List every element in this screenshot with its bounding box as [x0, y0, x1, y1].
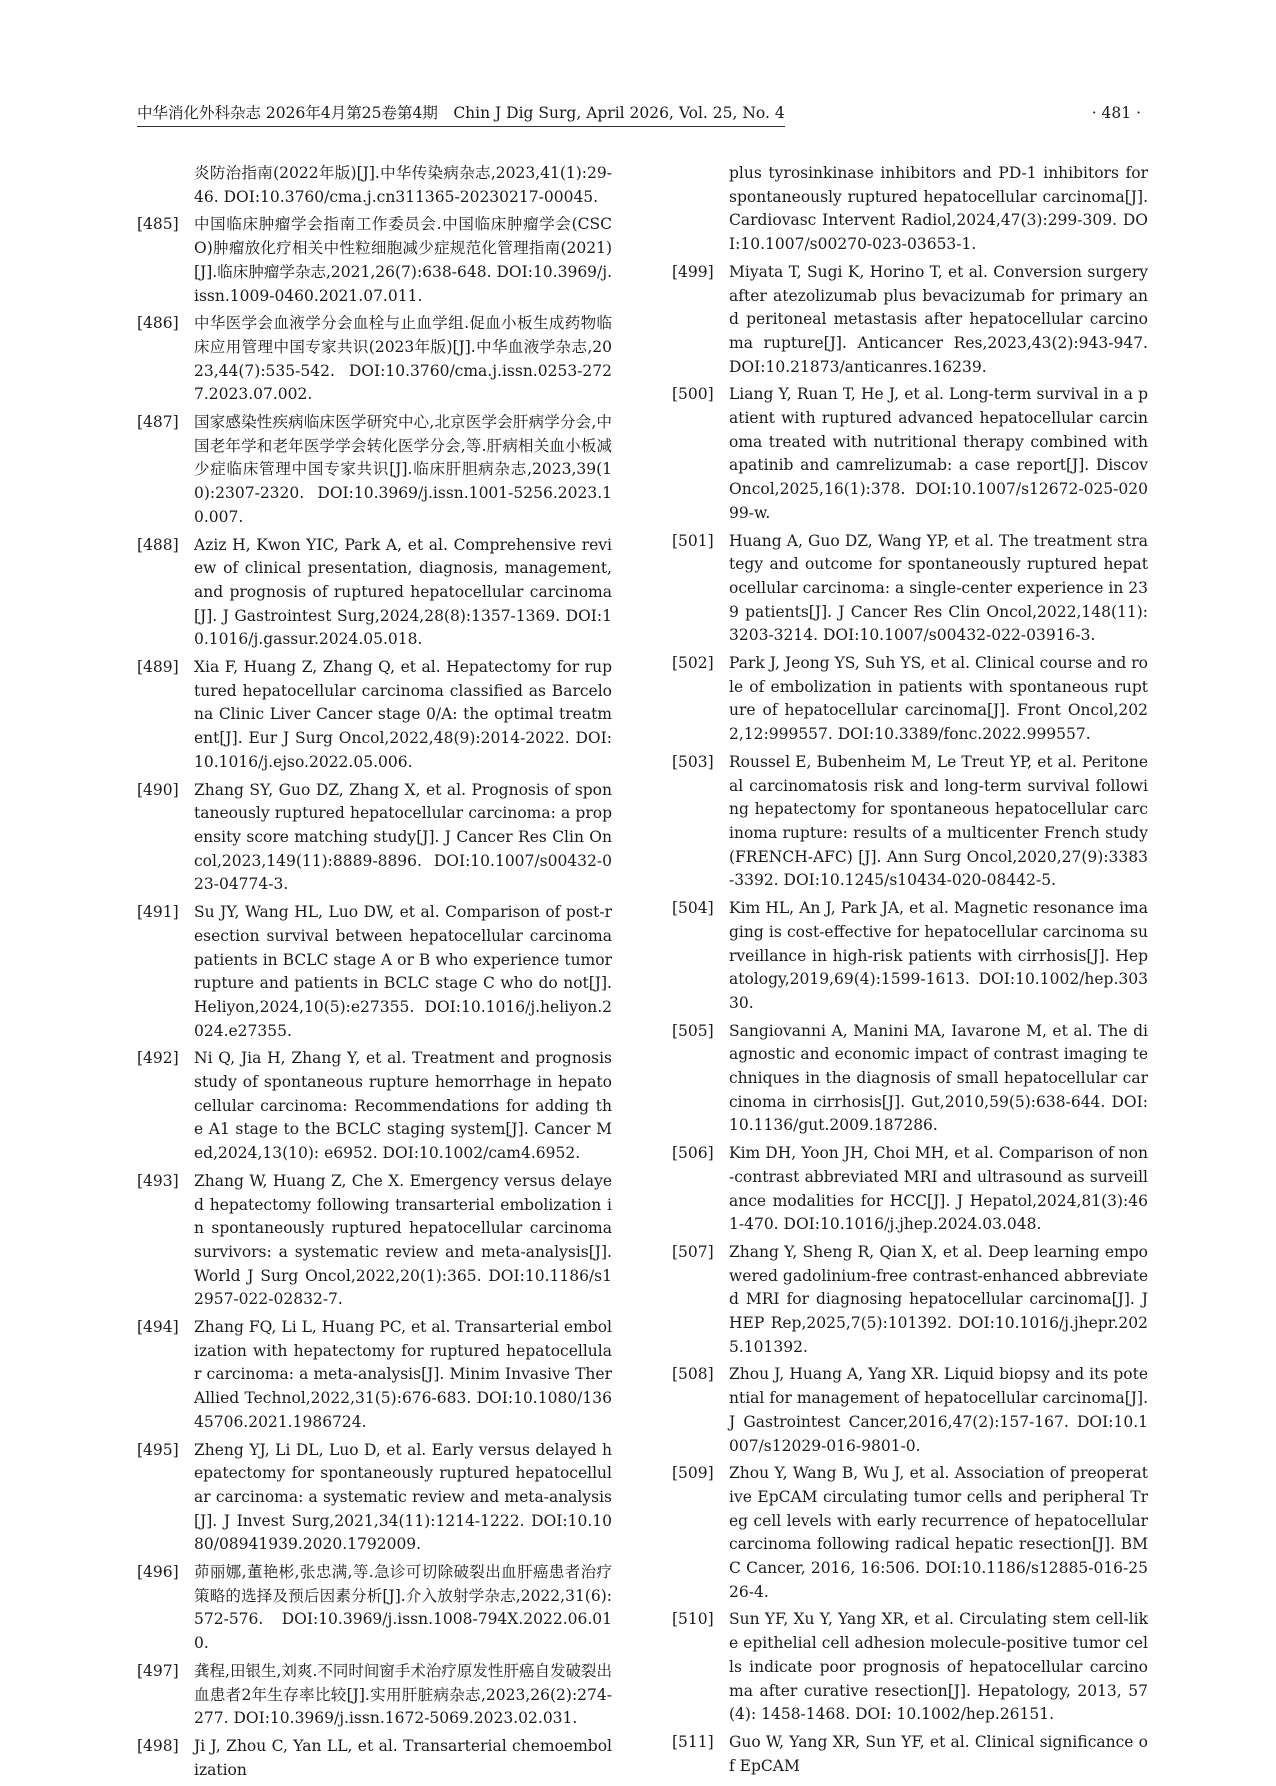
reference-entry [672, 1731, 1148, 1778]
reference-entry [672, 261, 1148, 380]
reference-number: [508] [672, 1365, 714, 1384]
reference-number: [491] [137, 903, 179, 922]
reference-entry [137, 1170, 612, 1312]
reference-text: 国家感染性疾病临床医学研究中心,北京医学会肝病学分会,中国老年学和老年医学学会转化医学分会,等.肝病相关血小板减少症临床管理中国专家共识[J].临床肝胆病杂志,2023,39(10):2307-2320. DOI:10.3969/j.issn.1001-5256.2023.10.007. [194, 413, 612, 526]
reference-number: [487] [137, 413, 179, 432]
reference-entry [672, 530, 1148, 649]
reference-entry [672, 751, 1148, 893]
reference-entry [672, 383, 1148, 525]
reference-number: [499] [672, 262, 714, 281]
reference-text: Huang A, Guo DZ, Wang YP, et al. The treatment strategy and outcome for spontaneously ruptured hepatocellular carcinoma: a single-center experience in 239 patients[J]. J Cancer Res Clin Oncol,2022,148(11):3203-3214. DOI:10.1007/s00432-022-03916-3. [729, 531, 1148, 645]
running-header [137, 103, 1141, 129]
reference-entry [137, 1316, 612, 1435]
reference-entry [137, 534, 612, 653]
reference-number: [505] [672, 1021, 714, 1040]
reference-entry [137, 656, 612, 775]
reference-text: Ji J, Zhou C, Yan LL, et al. Transarterial chemoembolization [194, 1737, 612, 1779]
reference-text: 龚程,田银生,刘爽.不同时间窗手术治疗原发性肝癌自发破裂出血患者2年生存率比较[J].实用肝脏病杂志,2023,26(2):274-277. DOI:10.3969/j.issn.1672-5069.2023.02.031. [194, 1661, 612, 1728]
reference-number: [495] [137, 1440, 179, 1459]
reference-text: Zhang SY, Guo DZ, Zhang X, et al. Prognosis of spontaneously ruptured hepatocellular carcinoma: a propensity score matching study[J]. J Cancer Res Clin Oncol,2023,149(11):8889-8896. DOI:10.1007/s00432-023-04774-3. [194, 780, 612, 894]
reference-text: Sun YF, Xu Y, Yang XR, et al. Circulating stem cell-like epithelial cell adhesion molecule-positive tumor cells indicate poor prognosis of hepatocellular carcinoma after curative resection[J]. Hepatology, 2013, 57(4): 1458-1468. DOI: 10.1002/hep.26151. [729, 1610, 1148, 1724]
reference-entry [672, 1462, 1148, 1604]
reference-number: [509] [672, 1464, 714, 1483]
reference-entry [672, 1608, 1148, 1727]
reference-text: Zhang FQ, Li L, Huang PC, et al. Transarterial embolization with hepatectomy for ruptured hepatocellular carcinoma: a meta-analysis[J]. Minim Invasive Ther Allied Technol,2022,31(5):676-683. DOI:10.1080/13645706.2021.1986724. [194, 1318, 612, 1431]
reference-entry [137, 1561, 612, 1656]
reference-number: [500] [672, 385, 714, 404]
reference-number: [511] [672, 1733, 714, 1751]
reference-text: Liang Y, Ruan T, He J, et al. Long-term survival in a patient with ruptured advanced hepatocellular carcinoma treated with nutritional therapy combined with apatinib and camrelizumab: a case report[J]. Discov Oncol,2025,16(1):378. DOI:10.1007/s12672-025-02099-w. [729, 385, 1148, 522]
reference-text: Zhou J, Huang A, Yang XR. Liquid biopsy and its potential for management of hepatocellular carcinoma[J]. J Gastrointest Cancer,2016,47(2):157-167. DOI:10.1007/s12029-016-9801-0. [729, 1365, 1148, 1455]
reference-number: [488] [137, 535, 179, 554]
reference-entry [672, 1241, 1148, 1360]
reference-number: [489] [137, 658, 179, 677]
reference-column-left [137, 162, 612, 1786]
reference-entry [137, 411, 612, 530]
reference-number: [492] [137, 1049, 179, 1068]
reference-number: [506] [672, 1144, 714, 1163]
reference-text: Kim DH, Yoon JH, Choi MH, et al. Comparison of non-contrast abbreviated MRI and ultrasound as surveillance modalities for HCC[J]. J Hepatol,2024,81(3):461-470. DOI:10.1016/j.jhep.2024.03.048. [729, 1144, 1148, 1234]
reference-entry [137, 1660, 612, 1731]
reference-entry [137, 779, 612, 898]
reference-number: [486] [137, 314, 179, 333]
reference-number: [497] [137, 1661, 179, 1680]
reference-text: Aziz H, Kwon YIC, Park A, et al. Comprehensive review of clinical presentation, diagnosis, management, and prognosis of ruptured hepatocellular carcinoma[J]. J Gastrointest Surg,2024,28(8):1357-1369. DOI:10.1016/j.gassur.2024.05.018. [194, 535, 612, 649]
reference-text: Ni Q, Jia H, Zhang Y, et al. Treatment and prognosis study of spontaneous rupture hemorrhage in hepatocellular carcinoma: Recommendations for adding the A1 stage to the BCLC staging system[J]. Cancer Med,2024,13(10): e6952. DOI:10.1002/cam4.6952. [194, 1049, 612, 1163]
reference-text: Zhou Y, Wang B, Wu J, et al. Association of preoperative EpCAM circulating tumor cells and peripheral Treg cell levels with early recurrence of hepatocellular carcinoma following radical hepatic resection[J]. BMC Cancer, 2016, 16:506. DOI:10.1186/s12885-016-2526-4. [729, 1464, 1148, 1601]
reference-text: Zheng YJ, Li DL, Luo D, et al. Early versus delayed hepatectomy for spontaneously ruptured hepatocellular carcinoma: a systematic review and meta-analysis[J]. J Invest Surg,2021,34(11):1214-1222. DOI:10.1080/08941939.2020.1792009. [194, 1440, 612, 1554]
reference-entry [672, 1363, 1148, 1458]
reference-number: [493] [137, 1171, 179, 1190]
reference-text: Roussel E, Bubenheim M, Le Treut YP, et al. Peritoneal carcinomatosis risk and long-term survival following hepatectomy for spontaneous hepatocellular carcinoma rupture: results of a multicenter French study (FRENCH-AFC) [J]. Ann Surg Oncol,2020,27(9):3383-3392. DOI:10.1245/s10434-020-08442-5. [729, 752, 1148, 890]
reference-text: Sangiovanni A, Manini MA, Iavarone M, et al. The diagnostic and economic impact of contrast imaging techniques in the diagnosis of small hepatocellular carcinoma in cirrhosis[J]. Gut,2010,59(5):638-644. DOI:10.1136/gut.2009.187286. [729, 1021, 1148, 1135]
reference-number: [498] [137, 1737, 179, 1755]
reference-text: Park J, Jeong YS, Suh YS, et al. Clinical course and role of embolization in patients with spontaneous rupture of hepatocellular carcinoma[J]. Front Oncol,2022,12:999557. DOI:10.3389/fonc.2022.999557. [729, 654, 1148, 744]
reference-entry [137, 901, 612, 1043]
reference-entry [672, 897, 1148, 1016]
reference-number: [510] [672, 1610, 714, 1629]
reference-text: Zhang W, Huang Z, Che X. Emergency versus delayed hepatectomy following transarterial embolization in spontaneously ruptured hepatocellular carcinoma survivors: a systematic review and meta-analysis[J]. World J Surg Oncol,2022,20(1):365. DOI:10.1186/s12957-022-02832-7. [194, 1171, 612, 1309]
reference-text: Xia F, Huang Z, Zhang Q, et al. Hepatectomy for ruptured hepatocellular carcinoma classified as Barcelona Clinic Liver Cancer stage 0/A: the optimal treatment[J]. Eur J Surg Oncol,2022,48(9):2014-2022. DOI:10.1016/j.ejso.2022.05.006. [194, 658, 612, 771]
reference-number: [496] [137, 1563, 179, 1582]
reference-entry [137, 312, 612, 407]
reference-entry [672, 1142, 1148, 1237]
reference-text: plus tyrosinkinase inhibitors and PD-1 inhibitors for spontaneously ruptured hepatocellular carcinoma[J]. Cardiovasc Intervent Radiol,2024,47(3):299-309. DOI:10.1007/s00270-023-03653-1. [729, 164, 1148, 254]
reference-text: Zhang Y, Sheng R, Qian X, et al. Deep learning empowered gadolinium-free contrast-enhanced abbreviated MRI for diagnosing hepatocellular carcinoma[J]. JHEP Rep,2025,7(5):101392. DOI:10.1016/j.jhepr.2025.101392. [729, 1242, 1148, 1356]
reference-number: [494] [137, 1318, 179, 1337]
reference-entry [137, 162, 612, 209]
reference-text: Kim HL, An J, Park JA, et al. Magnetic resonance imaging is cost-effective for hepatocellular carcinoma surveillance in high-risk patients with cirrhosis[J]. Hepatology,2019,69(4):1599-1613. DOI:10.1002/hep.30330. [729, 899, 1148, 1012]
reference-entry [137, 1735, 612, 1782]
reference-number: [485] [137, 215, 179, 234]
reference-entry [137, 213, 612, 308]
reference-text: Su JY, Wang HL, Luo DW, et al. Comparison of post-resection survival between hepatocellular carcinoma patients in BCLC stage A or B who experience tumor rupture and patients in BCLC stage C who do not[J]. Heliyon,2024,10(5):e27355. DOI:10.1016/j.heliyon.2024.e27355. [194, 903, 612, 1040]
reference-number: [490] [137, 780, 179, 799]
reference-text: 中华医学会血液学分会血栓与止血学组.促血小板生成药物临床应用管理中国专家共识(2023年版)[J].中华血液学杂志,2023,44(7):535-542. DOI:10.3760/cma.j.issn.0253-2727.2023.07.002. [194, 314, 612, 404]
reference-text: Guo W, Yang XR, Sun YF, et al. Clinical significance of EpCAM [729, 1733, 1148, 1775]
reference-column-right [672, 162, 1148, 1782]
reference-number: [507] [672, 1242, 714, 1261]
reference-text: 中国临床肿瘤学会指南工作委员会.中国临床肿瘤学会(CSCO)肿瘤放化疗相关中性粒细胞减少症规范化管理指南(2021)[J].临床肿瘤学杂志,2021,26(7):638-648. DOI:10.3969/j.issn.1009-0460.2021.07.011. [194, 215, 612, 305]
reference-entry [672, 162, 1148, 257]
reference-entry [672, 652, 1148, 747]
reference-entry [672, 1020, 1148, 1139]
reference-number: [504] [672, 899, 714, 918]
reference-text: Miyata T, Sugi K, Horino T, et al. Conversion surgery after atezolizumab plus bevacizumab for primary and peritoneal metastasis after hepatocellular carcinoma rupture[J]. Anticancer Res,2023,43(2):943-947. DOI:10.21873/anticanres.16239. [729, 262, 1148, 376]
reference-entry [137, 1439, 612, 1558]
reference-number: [502] [672, 654, 714, 673]
journal-citation-header: 中华消化外科杂志 2026年4月第25卷第4期 Chin J Dig Surg, April 2026, Vol. 25, No. 4 [137, 103, 785, 127]
reference-number: [503] [672, 752, 714, 771]
reference-text: 茆丽娜,董艳彬,张忠满,等.急诊可切除破裂出血肝癌患者治疗策略的选择及预后因素分析[J].介入放射学杂志,2022,31(6):572-576. DOI:10.3969/j.issn.1008-794X.2022.06.010. [194, 1563, 612, 1653]
reference-text: 炎防治指南(2022年版)[J].中华传染病杂志,2023,41(1):29-46. DOI:10.3760/cma.j.cn311365-20230217-00045. [194, 164, 612, 206]
page-number: · 481 · [1091, 104, 1141, 122]
reference-entry [137, 1047, 612, 1166]
reference-number: [501] [672, 531, 714, 550]
